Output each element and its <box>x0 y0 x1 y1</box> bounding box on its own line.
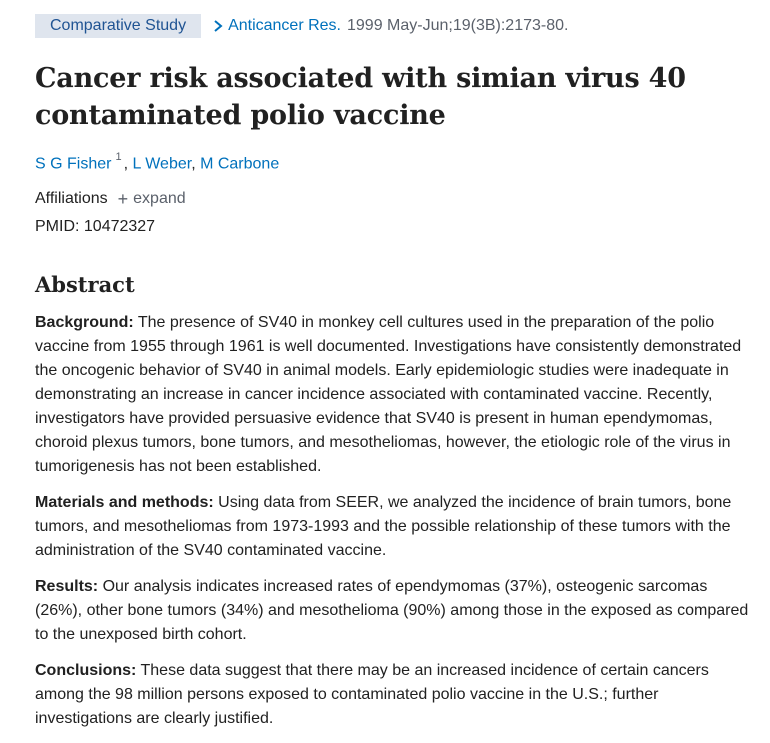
section-text: These data suggest that there may be an increased incidence of certain cancers among the 98 million persons exposed to contaminated polio vaccine in the U.S.; further investigations are clearly justified. <box>35 662 709 727</box>
citation-line <box>35 14 568 38</box>
abstract-body <box>35 311 757 743</box>
author-link[interactable]: L Weber <box>132 155 192 173</box>
citation-info: 1999 May-Jun;19(3B):2173-80. <box>347 17 569 34</box>
section-text: Using data from SEER, we analyzed the incidence of brain tumors, bone tumors, and mesotheliomas from 1973-1993 and the possible relationship of these tumors with the administration of the SV40 contaminated vaccine. <box>35 494 732 559</box>
publication-type-badge: Comparative Study <box>35 14 201 38</box>
section-label: Results: <box>35 578 99 595</box>
author-link[interactable]: M Carbone <box>200 155 280 173</box>
affiliations-row <box>35 190 186 208</box>
authors-list <box>35 153 279 173</box>
section-text: Our analysis indicates increased rates of ependymomas (37%), osteogenic sarcomas (26%), other bone tumors (34%) and mesothelioma (90%) among those in the exposed as compared to the unexposed birth cohort. <box>35 578 749 643</box>
abstract-conclusions <box>35 659 757 731</box>
section-text: The presence of SV40 in monkey cell cultures used in the preparation of the polio vaccine from 1955 through 1961 is well documented. Investigations have consistently demonstrated the oncogenic behavior of SV40 in animal models. Early epidemiologic studies were inadequate in demonstrating an increase in cancer incidence associated with contaminated vaccine. Recently, investigators have provided persuasive evidence that SV40 is present in human ependymomas, choroid plexus tumors, bone tumors, and mesotheliomas, however, the etiologic role of the virus in tumorigenesis has not been established. <box>35 314 742 475</box>
chevron-right-icon <box>212 19 224 33</box>
expand-label: expand <box>133 190 186 207</box>
article-title: Cancer risk associated with simian virus 40 contaminated polio vaccine <box>35 63 686 131</box>
pmid: PMID: 10472327 <box>35 218 156 235</box>
author-separator: , <box>191 155 201 173</box>
section-label: Conclusions: <box>35 662 137 679</box>
section-label: Materials and methods: <box>35 494 214 511</box>
author-separator: , <box>123 155 133 173</box>
abstract-background <box>35 311 757 479</box>
abstract-methods <box>35 491 757 563</box>
affiliation-ref[interactable]: 1 <box>115 151 122 163</box>
plus-icon: + <box>117 189 129 209</box>
section-label: Background: <box>35 314 134 331</box>
expand-affiliations-button[interactable] <box>118 190 186 208</box>
abstract-heading: Abstract <box>35 272 135 297</box>
affiliations-label: Affiliations <box>35 190 108 207</box>
journal-link[interactable]: Anticancer Res. <box>228 17 341 34</box>
abstract-results <box>35 575 757 647</box>
author-link[interactable]: S G Fisher <box>35 155 112 173</box>
